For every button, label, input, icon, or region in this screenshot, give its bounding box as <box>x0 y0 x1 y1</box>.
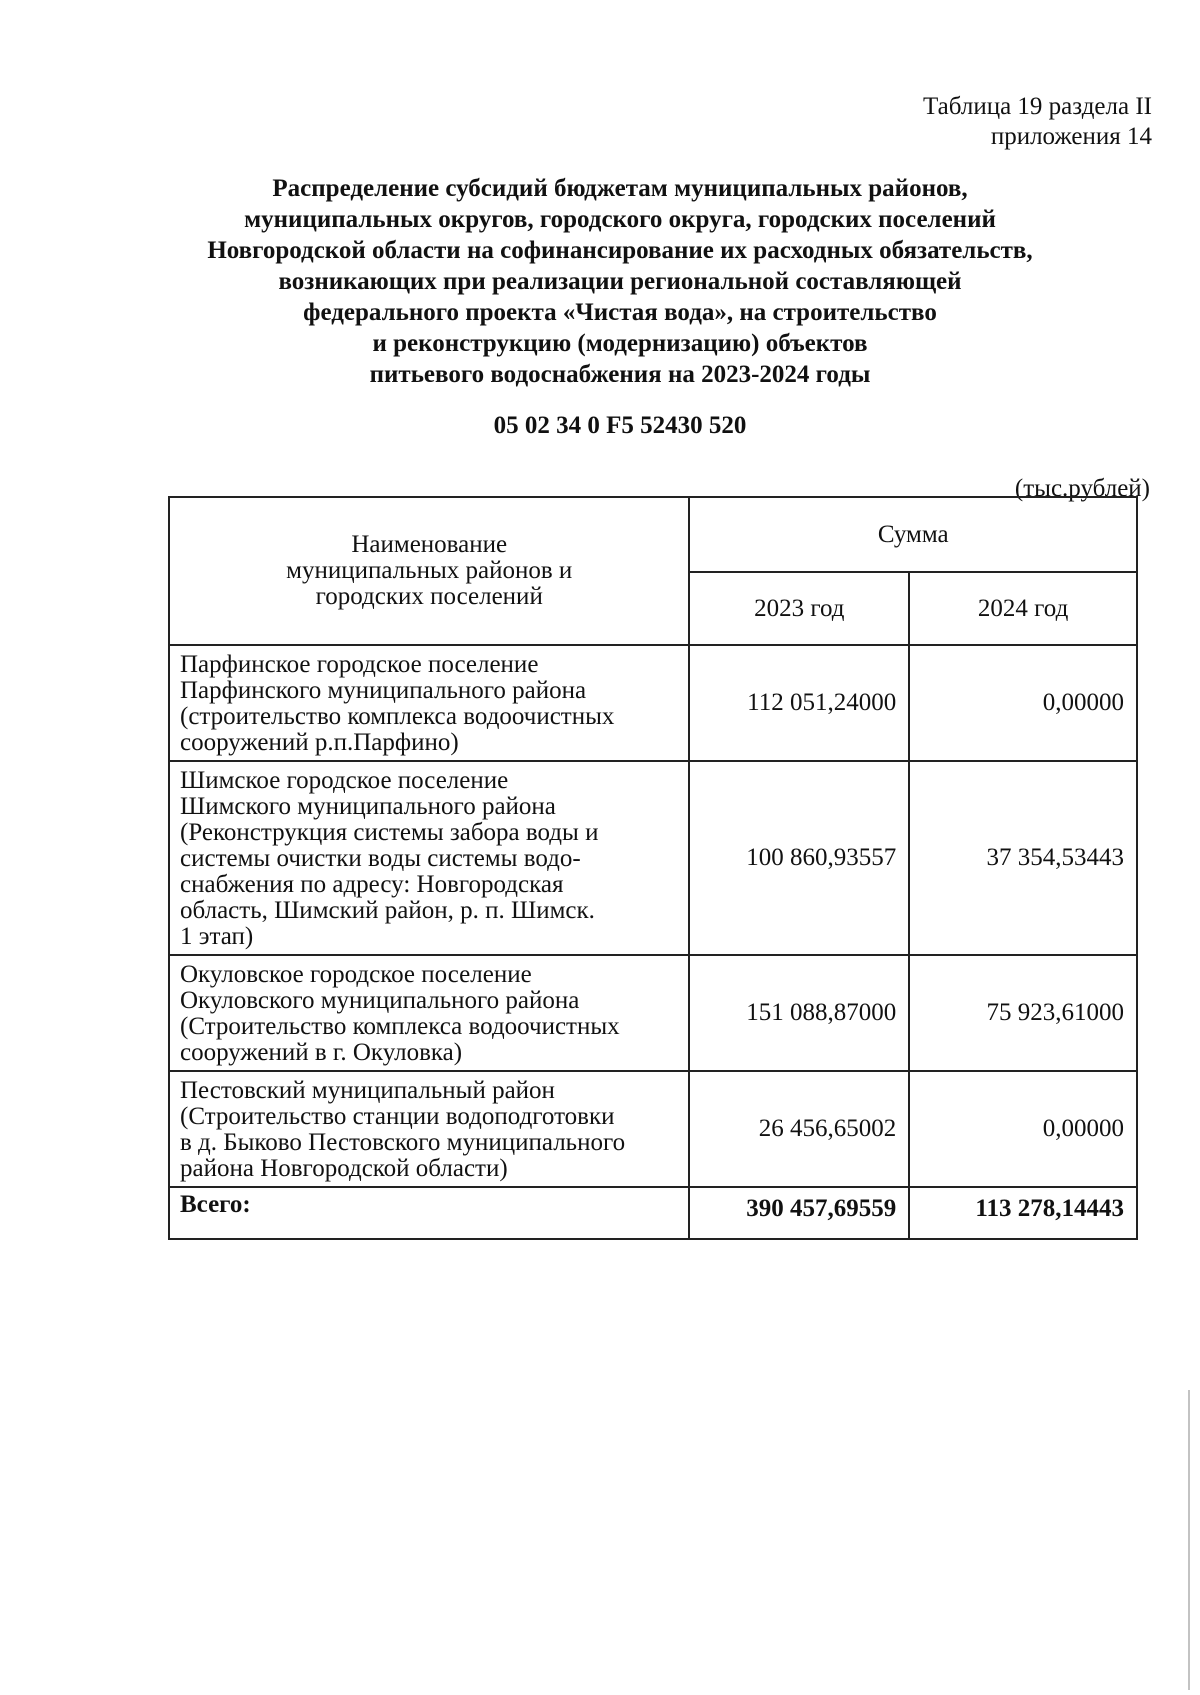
header-sum-cell: Сумма <box>689 497 1137 572</box>
row-name-line: Пестовский муниципальный район <box>180 1077 555 1104</box>
row-value-2023: 100 860,93557 <box>689 761 909 955</box>
table-row <box>169 761 1137 955</box>
row-name-cell <box>169 761 689 955</box>
title-line: возникающих при реализации региональной составляющей <box>278 268 962 295</box>
document-title <box>170 173 1070 390</box>
total-label: Всего: <box>169 1187 689 1239</box>
subsidy-table <box>168 496 1138 1240</box>
row-value-2023: 151 088,87000 <box>689 955 909 1071</box>
row-name-line: сооружений р.п.Парфино) <box>180 729 459 756</box>
title-line: муниципальных округов, городского округа, городских поселений <box>244 206 996 233</box>
table-total-row <box>169 1187 1137 1239</box>
title-line: и реконструкцию (модернизацию) объектов <box>372 330 868 357</box>
title-line: питьевого водоснабжения на 2023-2024 годы <box>369 361 871 388</box>
table-row <box>169 955 1137 1071</box>
row-value-2024: 75 923,61000 <box>909 955 1137 1071</box>
row-name-line: 1 этап) <box>180 923 254 950</box>
row-name-line: Парфинское городское поселение <box>180 651 539 678</box>
budget-code: 05 02 34 0 F5 52430 520 <box>493 412 747 439</box>
header-name-line: городских поселений <box>315 583 543 610</box>
row-name-line: (строительство комплекса водоочистных <box>180 703 615 730</box>
row-name-line: Шимского муниципального района <box>180 793 556 820</box>
row-name-line: в д. Быково Пестовского муниципального <box>180 1129 626 1156</box>
table-row <box>169 1071 1137 1187</box>
title-line: федерального проекта «Чистая вода», на строительство <box>303 299 937 326</box>
table-reference <box>923 92 1152 152</box>
row-name-line: область, Шимский район, р. п. Шимск. <box>180 897 595 924</box>
title-line: Новгородской области на софинансирование их расходных обязательств, <box>207 237 1033 264</box>
title-line: Распределение субсидий бюджетам муниципальных районов, <box>272 175 968 202</box>
table-header-row <box>169 497 1137 572</box>
row-value-2024: 37 354,53443 <box>909 761 1137 955</box>
header-year-2024: 2024 год <box>909 572 1137 645</box>
row-name-line: района Новгородской области) <box>180 1155 508 1182</box>
row-name-line: снабжения по адресу: Новгородская <box>180 871 564 898</box>
units-label: (тыс.рублей) <box>1014 475 1150 502</box>
row-name-line: (Строительство станции водоподготовки <box>180 1103 615 1130</box>
row-name-line: Парфинского муниципального района <box>180 677 587 704</box>
reference-line: Таблица 19 раздела II <box>923 93 1152 120</box>
row-name-line: Окуловского муниципального района <box>180 987 580 1014</box>
header-name-cell <box>169 497 689 645</box>
row-name-line: системы очистки воды системы водо- <box>180 845 581 872</box>
row-name-line: Окуловское городское поселение <box>180 961 532 988</box>
row-value-2024: 0,00000 <box>909 1071 1137 1187</box>
total-value-2023: 390 457,69559 <box>689 1187 909 1239</box>
row-name-line: Шимское городское поселение <box>180 767 509 794</box>
header-name-line: Наименование <box>351 531 508 558</box>
row-name-cell <box>169 1071 689 1187</box>
reference-line: приложения 14 <box>990 123 1152 150</box>
row-name-cell <box>169 645 689 761</box>
row-name-line: (Строительство комплекса водоочистных <box>180 1013 620 1040</box>
scan-edge-divider <box>1188 1390 1190 1690</box>
row-name-line: (Реконструкция системы забора воды и <box>180 819 599 846</box>
table-row <box>169 645 1137 761</box>
row-value-2023: 112 051,24000 <box>689 645 909 761</box>
row-value-2024: 0,00000 <box>909 645 1137 761</box>
row-name-cell <box>169 955 689 1071</box>
row-value-2023: 26 456,65002 <box>689 1071 909 1187</box>
header-year-2023: 2023 год <box>689 572 909 645</box>
header-name-line: муниципальных районов и <box>286 557 573 584</box>
total-value-2024: 113 278,14443 <box>909 1187 1137 1239</box>
row-name-line: сооружений в г. Окуловка) <box>180 1039 463 1066</box>
